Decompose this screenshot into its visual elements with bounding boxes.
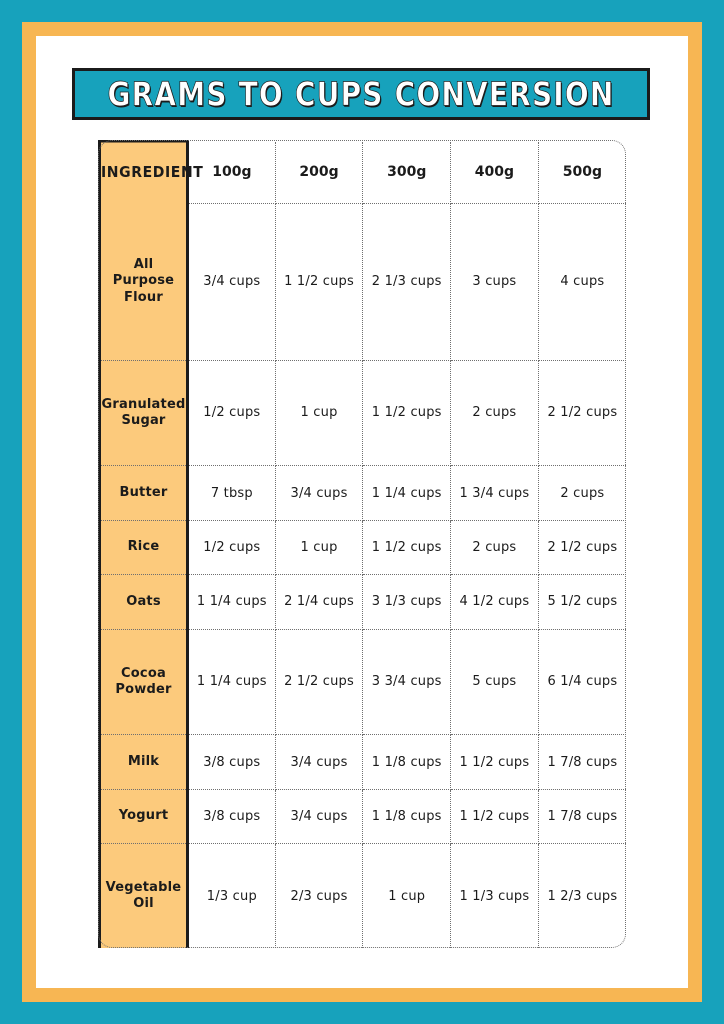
conversion-value: 3 1/3 cups [363, 575, 451, 629]
conversion-value: 1 cup [275, 520, 363, 574]
conversion-value: 2 cups [451, 520, 539, 574]
conversion-value: 1/2 cups [188, 520, 276, 574]
conversion-value: 3 3/4 cups [363, 629, 451, 735]
conversion-value: 3/4 cups [275, 466, 363, 520]
conversion-value: 1 1/4 cups [363, 466, 451, 520]
conversion-value: 1 1/2 cups [451, 735, 539, 789]
conversion-value: 2 1/4 cups [275, 575, 363, 629]
conversion-value: 3/4 cups [188, 203, 276, 360]
conversion-value: 1 1/2 cups [363, 520, 451, 574]
conversion-value: 3/4 cups [275, 789, 363, 843]
conversion-value: 1/2 cups [188, 360, 276, 466]
conversion-value: 7 tbsp [188, 466, 276, 520]
table-row [100, 520, 627, 574]
conversion-value: 2 1/3 cups [363, 203, 451, 360]
conversion-value: 1 7/8 cups [538, 735, 626, 789]
conversion-value: 2 cups [538, 466, 626, 520]
conversion-value: 3/4 cups [275, 735, 363, 789]
conversion-value: 2 1/2 cups [275, 629, 363, 735]
table-header-row [100, 142, 627, 204]
ingredient-name: Cocoa Powder [100, 629, 188, 735]
column-header-100g: 100g [188, 142, 276, 204]
column-header-200g: 200g [275, 142, 363, 204]
ingredient-name: Rice [100, 520, 188, 574]
table-row [100, 844, 627, 948]
ingredient-name: Oats [100, 575, 188, 629]
conversion-value: 1 1/2 cups [363, 360, 451, 466]
table-row [100, 735, 627, 789]
column-header-500g: 500g [538, 142, 626, 204]
ingredient-name: Butter [100, 466, 188, 520]
conversion-value: 2 1/2 cups [538, 520, 626, 574]
column-header-400g: 400g [451, 142, 539, 204]
ingredient-name: Granulated Sugar [100, 360, 188, 466]
conversion-value: 6 1/4 cups [538, 629, 626, 735]
conversion-value: 1 7/8 cups [538, 789, 626, 843]
conversion-value: 2/3 cups [275, 844, 363, 948]
conversion-value: 1 1/8 cups [363, 789, 451, 843]
ingredient-name: Vegetable Oil [100, 844, 188, 948]
conversion-value: 1 3/4 cups [451, 466, 539, 520]
conversion-value: 3/8 cups [188, 789, 276, 843]
column-header-ingredient: INGREDIENT [100, 140, 188, 205]
title-banner [72, 68, 650, 120]
conversion-value: 1 1/2 cups [451, 789, 539, 843]
conversion-value: 1 cup [363, 844, 451, 948]
page-title: GRAMS TO CUPS CONVERSION [107, 74, 615, 114]
conversion-table-wrap [98, 140, 626, 948]
ingredient-name: Milk [100, 735, 188, 789]
table-row [100, 203, 627, 360]
table-row [100, 466, 627, 520]
conversion-value: 2 cups [451, 360, 539, 466]
conversion-value: 5 1/2 cups [538, 575, 626, 629]
white-card [36, 36, 688, 988]
conversion-value: 1 2/3 cups [547, 888, 618, 904]
conversion-value: 1 cup [275, 360, 363, 466]
conversion-value: 3 cups [451, 203, 539, 360]
table-row [100, 789, 627, 843]
conversion-value: 3/8 cups [188, 735, 276, 789]
column-header-300g: 300g [363, 142, 451, 204]
table-row [100, 629, 627, 735]
conversion-value: 5 cups [451, 629, 539, 735]
conversion-value: 1 1/3 cups [451, 844, 539, 948]
conversion-value: 4 1/2 cups [451, 575, 539, 629]
conversion-table [98, 140, 626, 948]
ingredient-name: All Purpose Flour [100, 203, 188, 360]
conversion-value: 1/3 cup [188, 844, 276, 948]
conversion-value: 1 1/2 cups [275, 203, 363, 360]
conversion-value: 1 1/4 cups [188, 575, 276, 629]
conversion-value: 2 1/2 cups [538, 360, 626, 466]
conversion-value: 1 1/8 cups [363, 735, 451, 789]
conversion-value: 1 1/4 cups [188, 629, 276, 735]
ingredient-name: Yogurt [100, 789, 188, 843]
table-row [100, 360, 627, 466]
conversion-value: 4 cups [538, 203, 626, 360]
table-row [100, 575, 627, 629]
